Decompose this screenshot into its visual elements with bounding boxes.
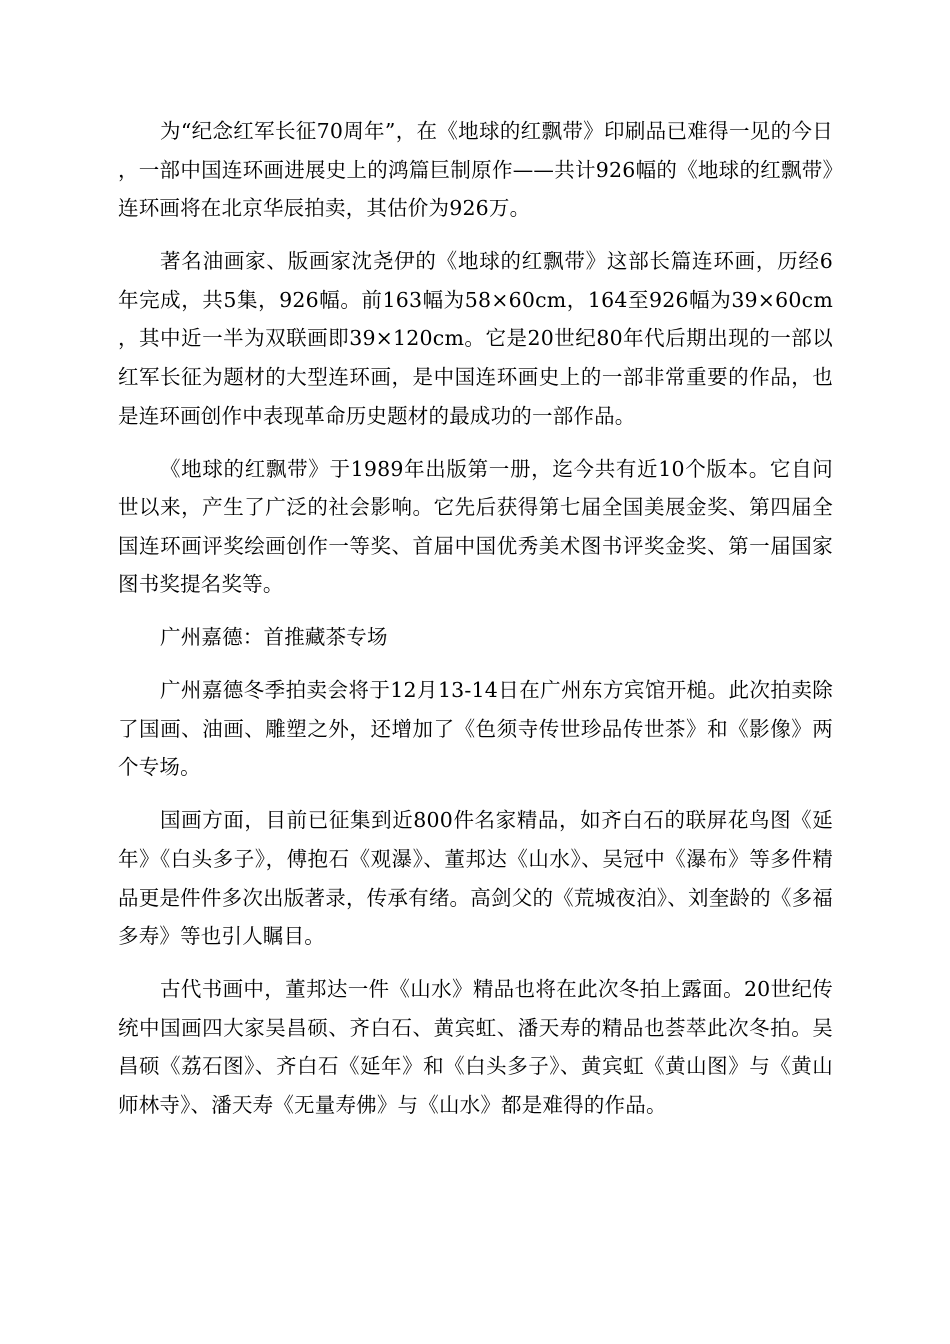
document-body — [118, 112, 833, 1139]
paragraph-ancient-painting: 古代书画中，董邦达一件《山水》精品也将在此次冬拍上露面。20世纪传统中国画四大家吴昌硕、齐白石、黄宾虹、潘天寿的精品也荟萃此次冬拍。吴昌硕《荔石图》、齐白石《延年》和《白头多子》、黄宾虹《黄山图》与《黄山师林寺》、潘天寿《无量寿佛》与《山水》都是难得的作品。 — [118, 977, 833, 1117]
paragraph-shen-yaoyi-artwork: 著名油画家、版画家沈尧伊的《地球的红飘带》这部长篇连环画，历经6年完成，共5集，926幅。前163幅为58×60cm，164至926幅为39×60cm，其中近一半为双联画即39×120cm。它是20世纪80年代后期出现的一部以红军长征为题材的大型连环画，是中国连环画史上的一部非常重要的作品，也是连环画创作中表现革命历史题材的最成功的一部作品。 — [118, 249, 833, 428]
paragraph-chinese-painting: 国画方面，目前已征集到近800件名家精品，如齐白石的联屏花鸟图《延年》《白头多子》，傅抱石《观瀑》、董邦达《山水》、吴冠中《瀑布》等多件精品更是件件多次出版著录，传承有绪。高剑父的《荒城夜泊》、刘奎龄的《多福多寿》等也引人瞩目。 — [118, 808, 833, 949]
paragraph-publication-awards: 《地球的红飘带》于1989年出版第一册，迄今共有近10个版本。它自问世以来，产生了广泛的社会影响。它先后获得第七届全国美展金奖、第四届全国连环画评奖绘画创作一等奖、首届中国优秀美术图书评奖金奖、第一届国家图书奖提名奖等。 — [118, 456, 833, 597]
paragraph-red-ribbon-auction: 为“纪念红军长征70周年”，在《地球的红飘带》印刷品已难得一见的今日，一部中国连环画进展史上的鸿篇巨制原作——共计926幅的《地球的红飘带》连环画将在北京华辰拍卖，其估价为926万。 — [118, 119, 833, 221]
section-heading-guangzhou-jiade: 广州嘉德：首推藏茶专场 — [160, 625, 388, 650]
paragraph-winter-auction: 广州嘉德冬季拍卖会将于12月13-14日在广州东方宾馆开槌。此次拍卖除了国画、油画、雕塑之外，还增加了《色须寺传世珍品传世茶》和《影像》两个专场。 — [118, 678, 833, 780]
